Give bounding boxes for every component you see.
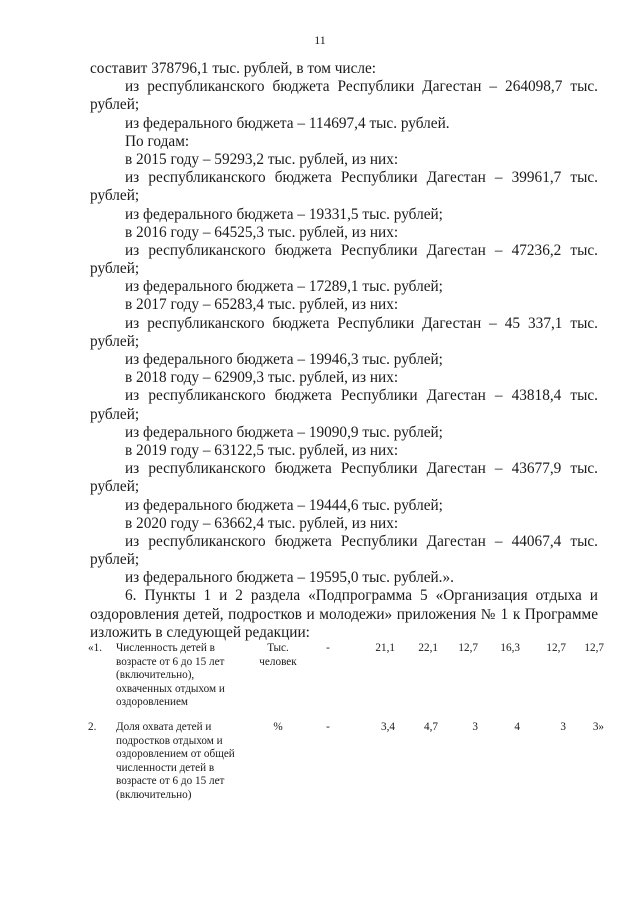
indicator-name-line: оздоровлением (116, 696, 188, 709)
text-line: из федерального бюджета – 19595,0 тыс. рублей.». (125, 569, 454, 587)
indicator-name-line: охваченных отдыхом и (116, 682, 225, 695)
value-cell: 12,7 (546, 642, 566, 654)
indicator-name-line: подростков отдыхом и (116, 734, 223, 747)
value-cell: 12,7 (584, 642, 604, 654)
value-cell: - (326, 721, 330, 733)
text-line: из федерального бюджета – 19090,9 тыс. рублей; (125, 423, 443, 441)
indicator-name-line: Численность детей в (116, 642, 215, 654)
value-cell: 3 (560, 721, 566, 733)
indicator-name-line: возрасте от 6 до 15 лет (116, 655, 225, 668)
indicator-name-line: Доля охвата детей и (116, 721, 212, 733)
text-line: По годам: (125, 132, 190, 150)
table-row (88, 642, 608, 720)
text-line: из республиканского бюджета Республики Дагестан – 44067,4 тыс. (125, 532, 598, 550)
page-number: 11 (314, 33, 326, 47)
text-line: рублей; (90, 478, 140, 496)
text-line: из республиканского бюджета Республики Дагестан – 45 337,1 тыс. (125, 314, 598, 332)
indicator-name (116, 642, 266, 710)
text-line: в 2015 году – 59293,2 тыс. рублей, из них: (125, 150, 399, 168)
text-line: из федерального бюджета – 19331,5 тыс. рублей; (125, 205, 443, 223)
text-line: из федерального бюджета – 17289,1 тыс. рублей; (125, 278, 443, 296)
value-cell: 3 (472, 721, 478, 733)
indicator-name (116, 721, 266, 803)
indicator-name-line: (включительно), (116, 669, 195, 682)
unit-line: % (273, 721, 283, 733)
amendment-table (88, 642, 608, 801)
value-cell: 12,7 (458, 642, 478, 654)
text-line: из республиканского бюджета Республики Дагестан – 264098,7 тыс. (125, 78, 598, 96)
value-cell: - (326, 642, 330, 654)
text-line: рублей; (90, 332, 140, 350)
indicator-name-line: (включительно) (116, 788, 192, 801)
text-line: оздоровления детей, подростков и молодежи» приложения № 1 к Программе (90, 605, 598, 623)
text-line: изложить в следующей редакции: (90, 623, 310, 641)
unit-line: человек (259, 655, 297, 668)
text-line: в 2016 году – 64525,3 тыс. рублей, из них: (125, 223, 399, 241)
text-line: из республиканского бюджета Республики Дагестан – 47236,2 тыс. (125, 241, 598, 259)
text-line: рублей; (90, 405, 140, 423)
value-cell: 21,1 (375, 642, 395, 654)
value-cell: 3,4 (381, 721, 395, 733)
text-line: из республиканского бюджета Республики Дагестан – 43677,9 тыс. (125, 460, 598, 478)
text-line: из федерального бюджета – 114697,4 тыс. рублей. (125, 114, 450, 132)
row-number: «1. (88, 642, 102, 654)
text-line: 6. Пункты 1 и 2 раздела «Подпрограмма 5 «Организация отдыха и (125, 587, 598, 605)
row-number: 2. (88, 721, 97, 733)
value-cell: 4 (514, 721, 520, 733)
text-line: в 2019 году – 63122,5 тыс. рублей, из них: (125, 441, 399, 459)
text-line: из федерального бюджета – 19444,6 тыс. рублей; (125, 496, 443, 514)
indicator-name-line: возрасте от 6 до 15 лет (116, 775, 225, 788)
text-line: рублей; (90, 551, 140, 569)
body-text (90, 60, 598, 642)
text-line: составит 378796,1 тыс. рублей, в том числе: (90, 60, 377, 77)
unit (248, 642, 308, 669)
value-cell: 22,1 (418, 642, 438, 654)
text-line: в 2017 году – 65283,4 тыс. рублей, из них: (125, 296, 399, 314)
indicator-name-line: оздоровлением от общей (116, 748, 235, 761)
unit (248, 721, 308, 735)
value-cell: 3» (592, 721, 604, 733)
unit-line: Тыс. (267, 642, 289, 654)
text-line: рублей; (90, 187, 140, 205)
text-line: в 2020 году – 63662,4 тыс. рублей, из них: (125, 514, 399, 532)
indicator-name-line: численности детей в (116, 761, 215, 774)
value-cell: 16,3 (500, 642, 520, 654)
value-cell: 4,7 (424, 721, 438, 733)
text-line: в 2018 году – 62909,3 тыс. рублей, из них: (125, 369, 399, 387)
text-line: рублей; (90, 96, 140, 114)
text-line: из республиканского бюджета Республики Дагестан – 43818,4 тыс. (125, 387, 598, 405)
text-line: из республиканского бюджета Республики Дагестан – 39961,7 тыс. (125, 169, 598, 187)
table-row (88, 721, 608, 811)
text-line: рублей; (90, 260, 140, 278)
text-line: из федерального бюджета – 19946,3 тыс. рублей; (125, 351, 443, 368)
